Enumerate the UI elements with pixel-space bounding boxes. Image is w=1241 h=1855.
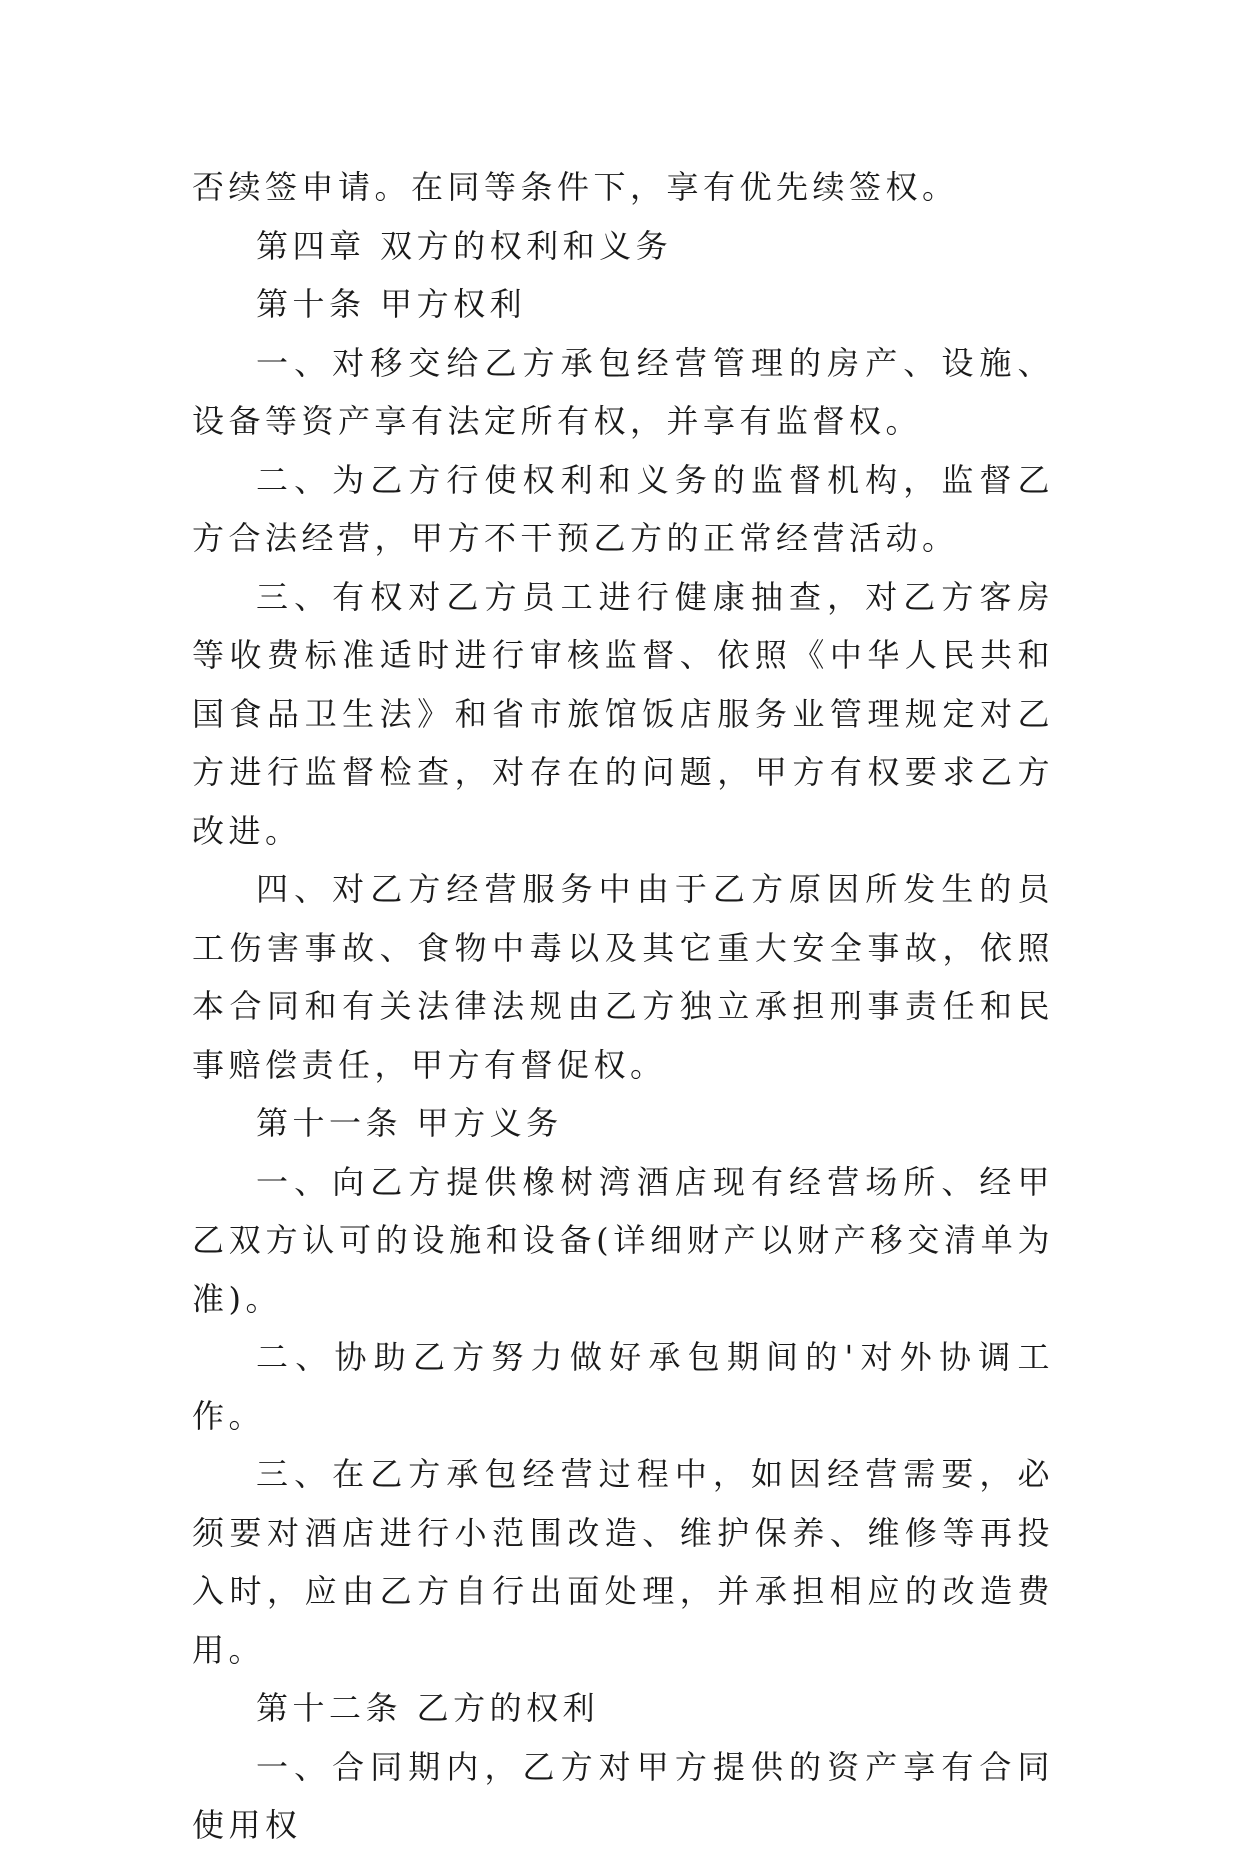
paragraph-continuation: 否续签申请。在同等条件下，享有优先续签权。 [192,168,959,206]
clause-paragraph: 四、对乙方经营服务中由于乙方原因所发生的员工伤害事故、食物中毒以及其它重大安全事故，依照本合同和有关法律法规由乙方独立承担刑事责任和民事赔偿责任，甲方有督促权。 [192,870,1054,1084]
clause-paragraph: 一、向乙方提供橡树湾酒店现有经营场所、经甲乙双方认可的设施和设备(详细财产以财产移交清单为准)。 [192,1162,1054,1318]
document-body [192,158,1054,1855]
clause-paragraph: 二、协助乙方努力做好承包期间的'对外协调工作。 [192,1338,1054,1435]
clause-paragraph: 二、为乙方行使权利和义务的监督机构，监督乙方合法经营，甲方不干预乙方的正常经营活动。 [192,460,1054,557]
article-heading: 第十条 甲方权利 [256,285,527,323]
chapter-heading: 第四章 双方的权利和义务 [256,226,673,265]
article-heading: 第十二条 乙方的权利 [256,1689,600,1727]
article-heading: 第十一条 甲方义务 [256,1104,563,1142]
clause-paragraph: 三、在乙方承包经营过程中，如因经营需要，必须要对酒店进行小范围改造、维护保养、维修等再投入时，应由乙方自行出面处理，并承担相应的改造费用。 [192,1455,1054,1669]
clause-paragraph: 一、合同期内，乙方对甲方提供的资产享有合同使用权 [192,1747,1054,1844]
clause-paragraph: 一、对移交给乙方承包经营管理的房产、设施、设备等资产享有法定所有权，并享有监督权。 [192,343,1054,440]
clause-paragraph: 三、有权对乙方员工进行健康抽查，对乙方客房等收费标准适时进行审核监督、依照《中华人民共和国食品卫生法》和省市旅馆饭店服务业管理规定对乙方进行监督检查，对存在的问题，甲方有权要求乙方改进。 [192,577,1054,850]
